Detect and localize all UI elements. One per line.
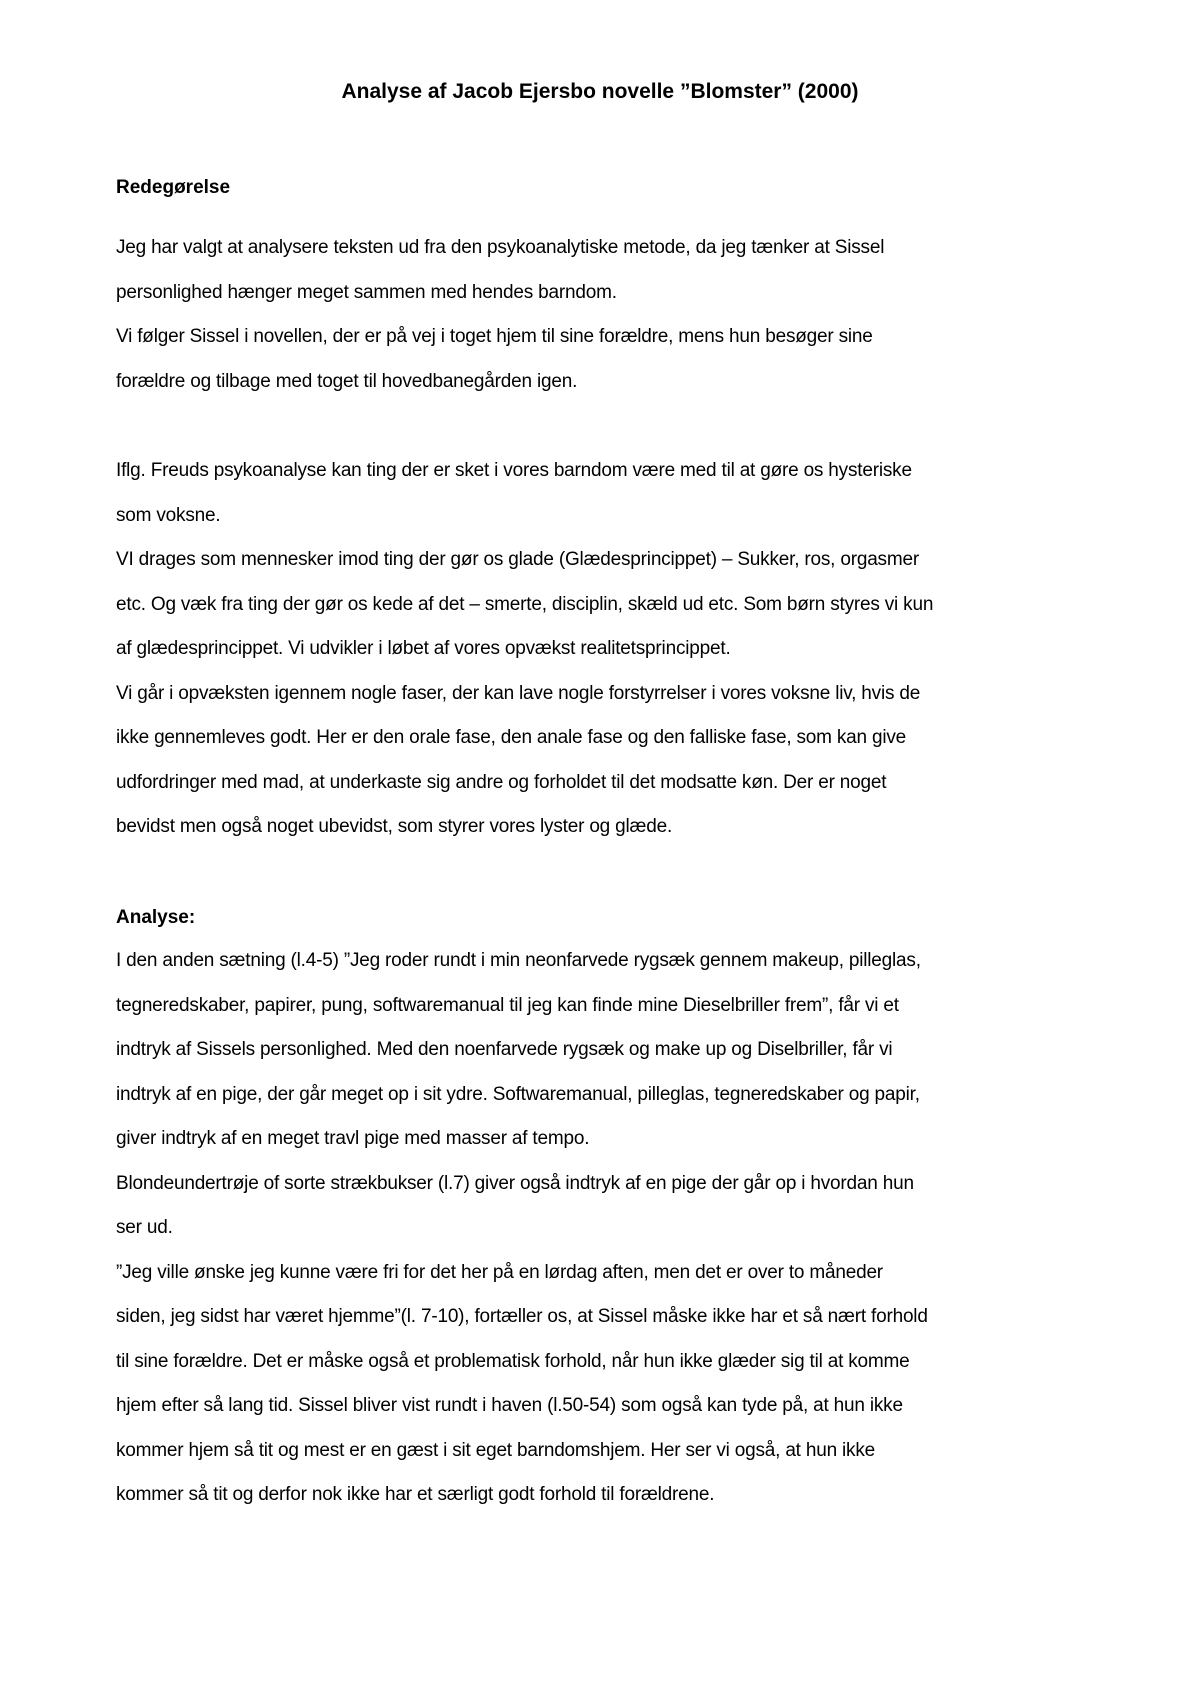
text-line: indtryk af en pige, der går meget op i sit ydre. Softwaremanual, pilleglas, tegneredskaber og papir, xyxy=(116,1083,920,1105)
text-line: Blondeundertrøje of sorte strækbukser (l.7) giver også indtryk af en pige der går op i hvordan hun xyxy=(116,1172,914,1194)
text-line: indtryk af Sissels personlighed. Med den noenfarvede rygsæk og make up og Diselbriller, får vi xyxy=(116,1039,893,1060)
text-line: etc. Og væk fra ting der gør os kede af det – smerte, disciplin, skæld ud etc. Som børn styres vi kun xyxy=(116,593,934,615)
text-line: udfordringer med mad, at underkaste sig andre og forholdet til det modsatte køn. Der er noget xyxy=(116,771,887,793)
text-line: kommer så tit og derfor nok ikke har et særligt godt forhold til forældrene. xyxy=(116,1484,715,1505)
text-line: Jeg har valgt at analysere teksten ud fra den psykoanalytiske metode, da jeg tænker at Sissel xyxy=(116,237,885,258)
text-line: forældre og tilbage med toget til hovedbanegården igen. xyxy=(116,370,578,392)
paragraph-analysis xyxy=(116,939,1100,1518)
text-line: ”Jeg ville ønske jeg kunne være fri for det her på en lørdag aften, men det er over to måneder xyxy=(116,1261,883,1283)
text-line: tegneredskaber, papirer, pung, softwaremanual til jeg kan finde mine Dieselbriller frem”, får vi et xyxy=(116,994,899,1016)
document-title: Analyse af Jacob Ejersbo novelle ”Blomster” (2000) xyxy=(341,80,859,103)
text-line: VI drages som mennesker imod ting der gør os glade (Glædesprincippet) – Sukker, ros, orgasmer xyxy=(116,549,919,570)
text-line: ikke gennemleves godt. Her er den orale fase, den anale fase og den falliske fase, som kan give xyxy=(116,727,907,748)
text-line: kommer hjem så tit og mest er en gæst i sit eget barndomshjem. Her ser vi også, at hun ikke xyxy=(116,1439,876,1461)
text-line: til sine forældre. Det er måske også et problematisk forhold, når hun ikke glæder sig til at komme xyxy=(116,1350,910,1372)
text-line: Vi følger Sissel i novellen, der er på vej i toget hjem til sine forældre, mens hun besøger sine xyxy=(116,326,873,347)
paragraph-freud xyxy=(116,449,1100,850)
text-line: I den anden sætning (l.4-5) ”Jeg roder rundt i min neonfarvede rygsæk gennem makeup, pilleglas, xyxy=(116,950,921,971)
text-line: af glædesprincippet. Vi udvikler i løbet af vores opvækst realitetsprincippet. xyxy=(116,638,731,659)
text-line: bevidst men også noget ubevidst, som styrer vores lyster og glæde. xyxy=(116,816,673,837)
section-heading-analyse: Analyse: xyxy=(116,907,196,928)
paragraph-intro xyxy=(116,226,1100,404)
text-line: hjem efter så lang tid. Sissel bliver vist rundt i haven (l.50-54) som også kan tyde på, at hun ikke xyxy=(116,1395,903,1416)
text-line: giver indtryk af en meget travl pige med masser af tempo. xyxy=(116,1128,590,1149)
text-line: Vi går i opvæksten igennem nogle faser, der kan lave nogle forstyrrelser i vores voksne liv, hvis de xyxy=(116,682,921,704)
text-line: som voksne. xyxy=(116,504,221,526)
section-heading-redegoerelse: Redegørelse xyxy=(116,177,231,198)
text-line: ser ud. xyxy=(116,1217,173,1238)
text-line: personlighed hænger meget sammen med hendes barndom. xyxy=(116,281,617,303)
text-line: Iflg. Freuds psykoanalyse kan ting der er sket i vores barndom være med til at gøre os hysteriske xyxy=(116,460,912,481)
text-line: siden, jeg sidst har været hjemme”(l. 7-10), fortæller os, at Sissel måske ikke har et så nært forhold xyxy=(116,1306,928,1327)
